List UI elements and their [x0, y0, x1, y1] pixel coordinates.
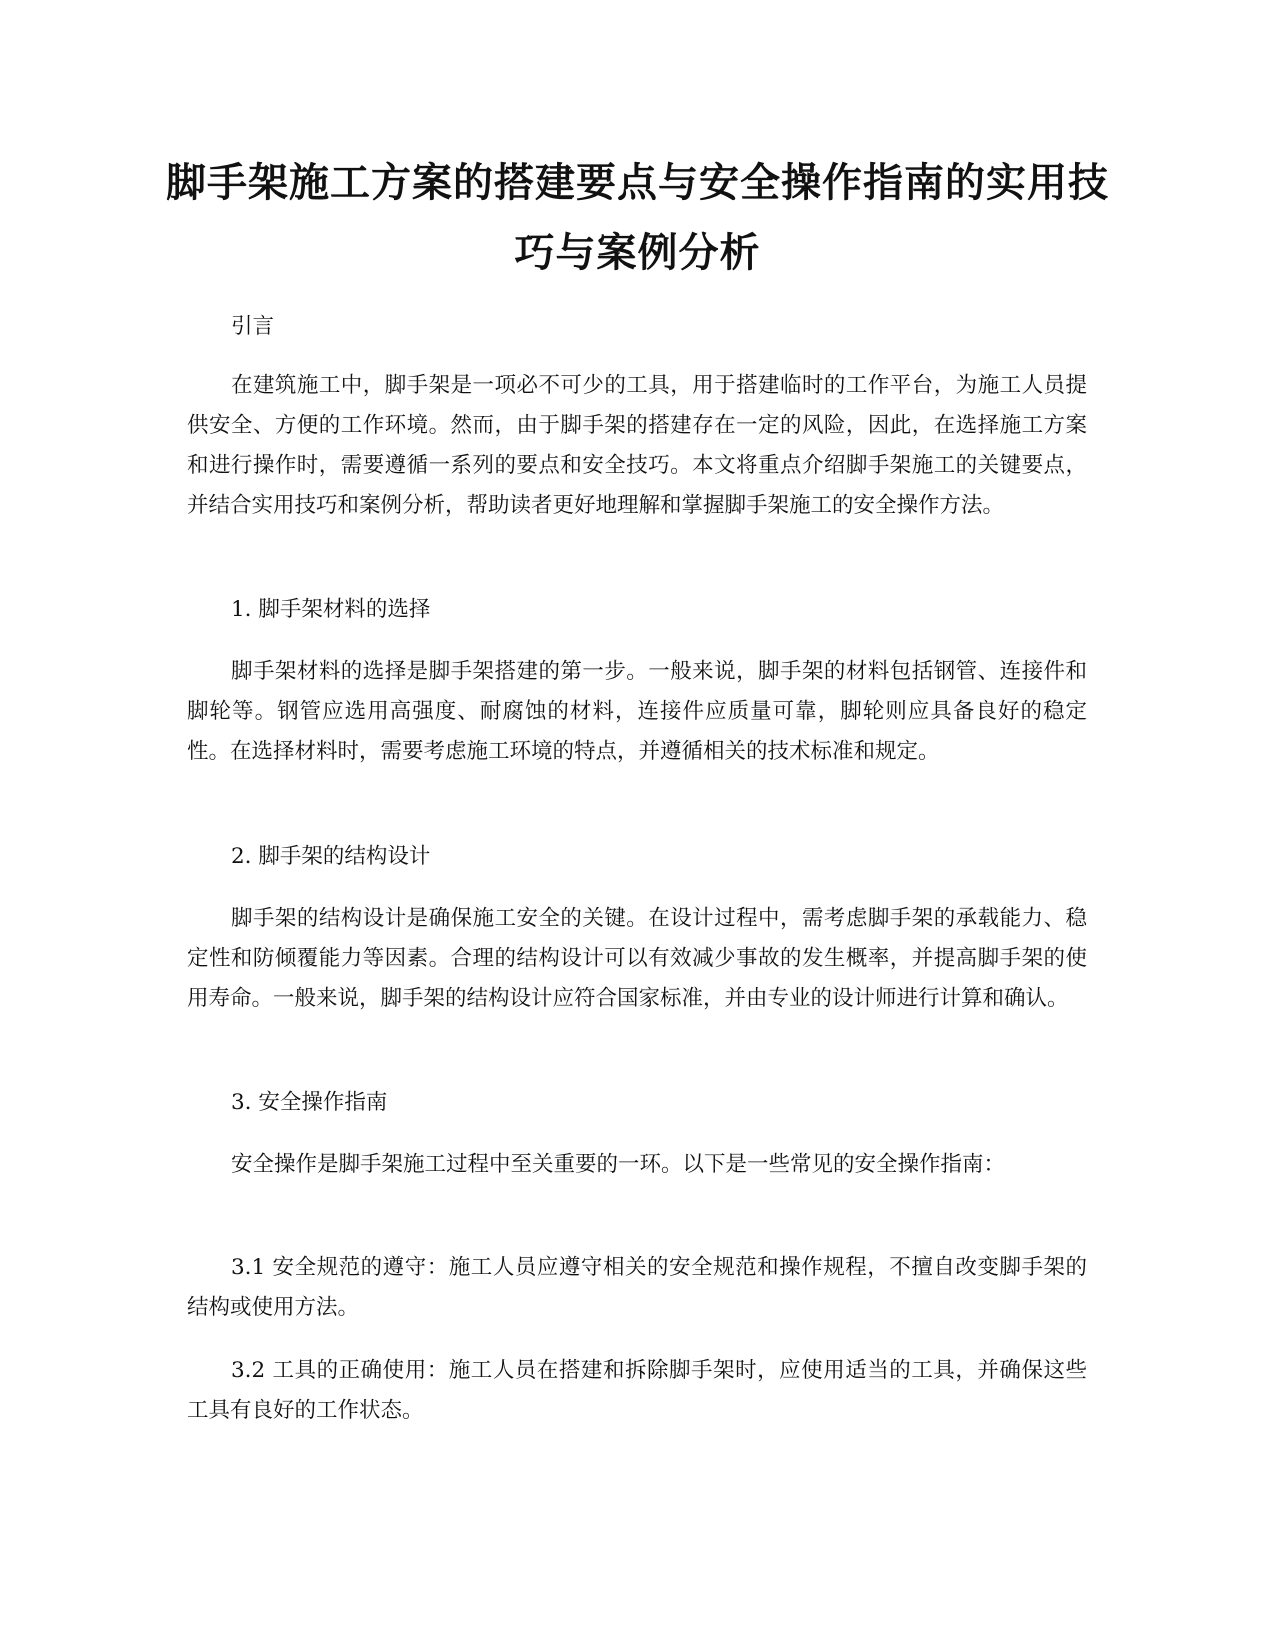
paragraph-section-3-1: 3.1 安全规范的遵守：施工人员应遵守相关的安全规范和操作规程，不擅自改变脚手架的结构或使用方法。 — [187, 1255, 1087, 1320]
document-title: 脚手架施工方案的搭建要点与安全操作指南的实用技巧与案例分析 — [166, 160, 1109, 276]
paragraph-section-1: 脚手架材料的选择是脚手架搭建的第一步。一般来说，脚手架的材料包括钢管、连接件和脚轮等。钢管应选用高强度、耐腐蚀的材料，连接件应质量可靠，脚轮则应具备良好的稳定性。在选择材料时，需要考虑施工环境的特点，并遵循相关的技术标准和规定。 — [187, 659, 1087, 764]
paragraph-section-3: 安全操作是脚手架施工过程中至关重要的一环。以下是一些常见的安全操作指南： — [231, 1152, 1006, 1177]
heading-section-3: 3. 安全操作指南 — [231, 1090, 388, 1115]
paragraph-introduction: 在建筑施工中，脚手架是一项必不可少的工具，用于搭建临时的工作平台，为施工人员提供安全、方便的工作环境。然而，由于脚手架的搭建存在一定的风险，因此，在选择施工方案和进行操作时，需要遵循一系列的要点和安全技巧。本文将重点介绍脚手架施工的关键要点，并结合实用技巧和案例分析，帮助读者更好地理解和掌握脚手架施工的安全操作方法。 — [187, 373, 1087, 518]
heading-section-2: 2. 脚手架的结构设计 — [231, 844, 431, 869]
paragraph-section-3-2: 3.2 工具的正确使用：施工人员在搭建和拆除脚手架时，应使用适当的工具，并确保这些工具有良好的工作状态。 — [187, 1358, 1087, 1423]
heading-section-1: 1. 脚手架材料的选择 — [231, 597, 431, 622]
paragraph-section-2: 脚手架的结构设计是确保施工安全的关键。在设计过程中，需考虑脚手架的承载能力、稳定性和防倾覆能力等因素。合理的结构设计可以有效减少事故的发生概率，并提高脚手架的使用寿命。一般来说，脚手架的结构设计应符合国家标准，并由专业的设计师进行计算和确认。 — [187, 906, 1087, 1011]
heading-introduction: 引言 — [231, 314, 275, 339]
